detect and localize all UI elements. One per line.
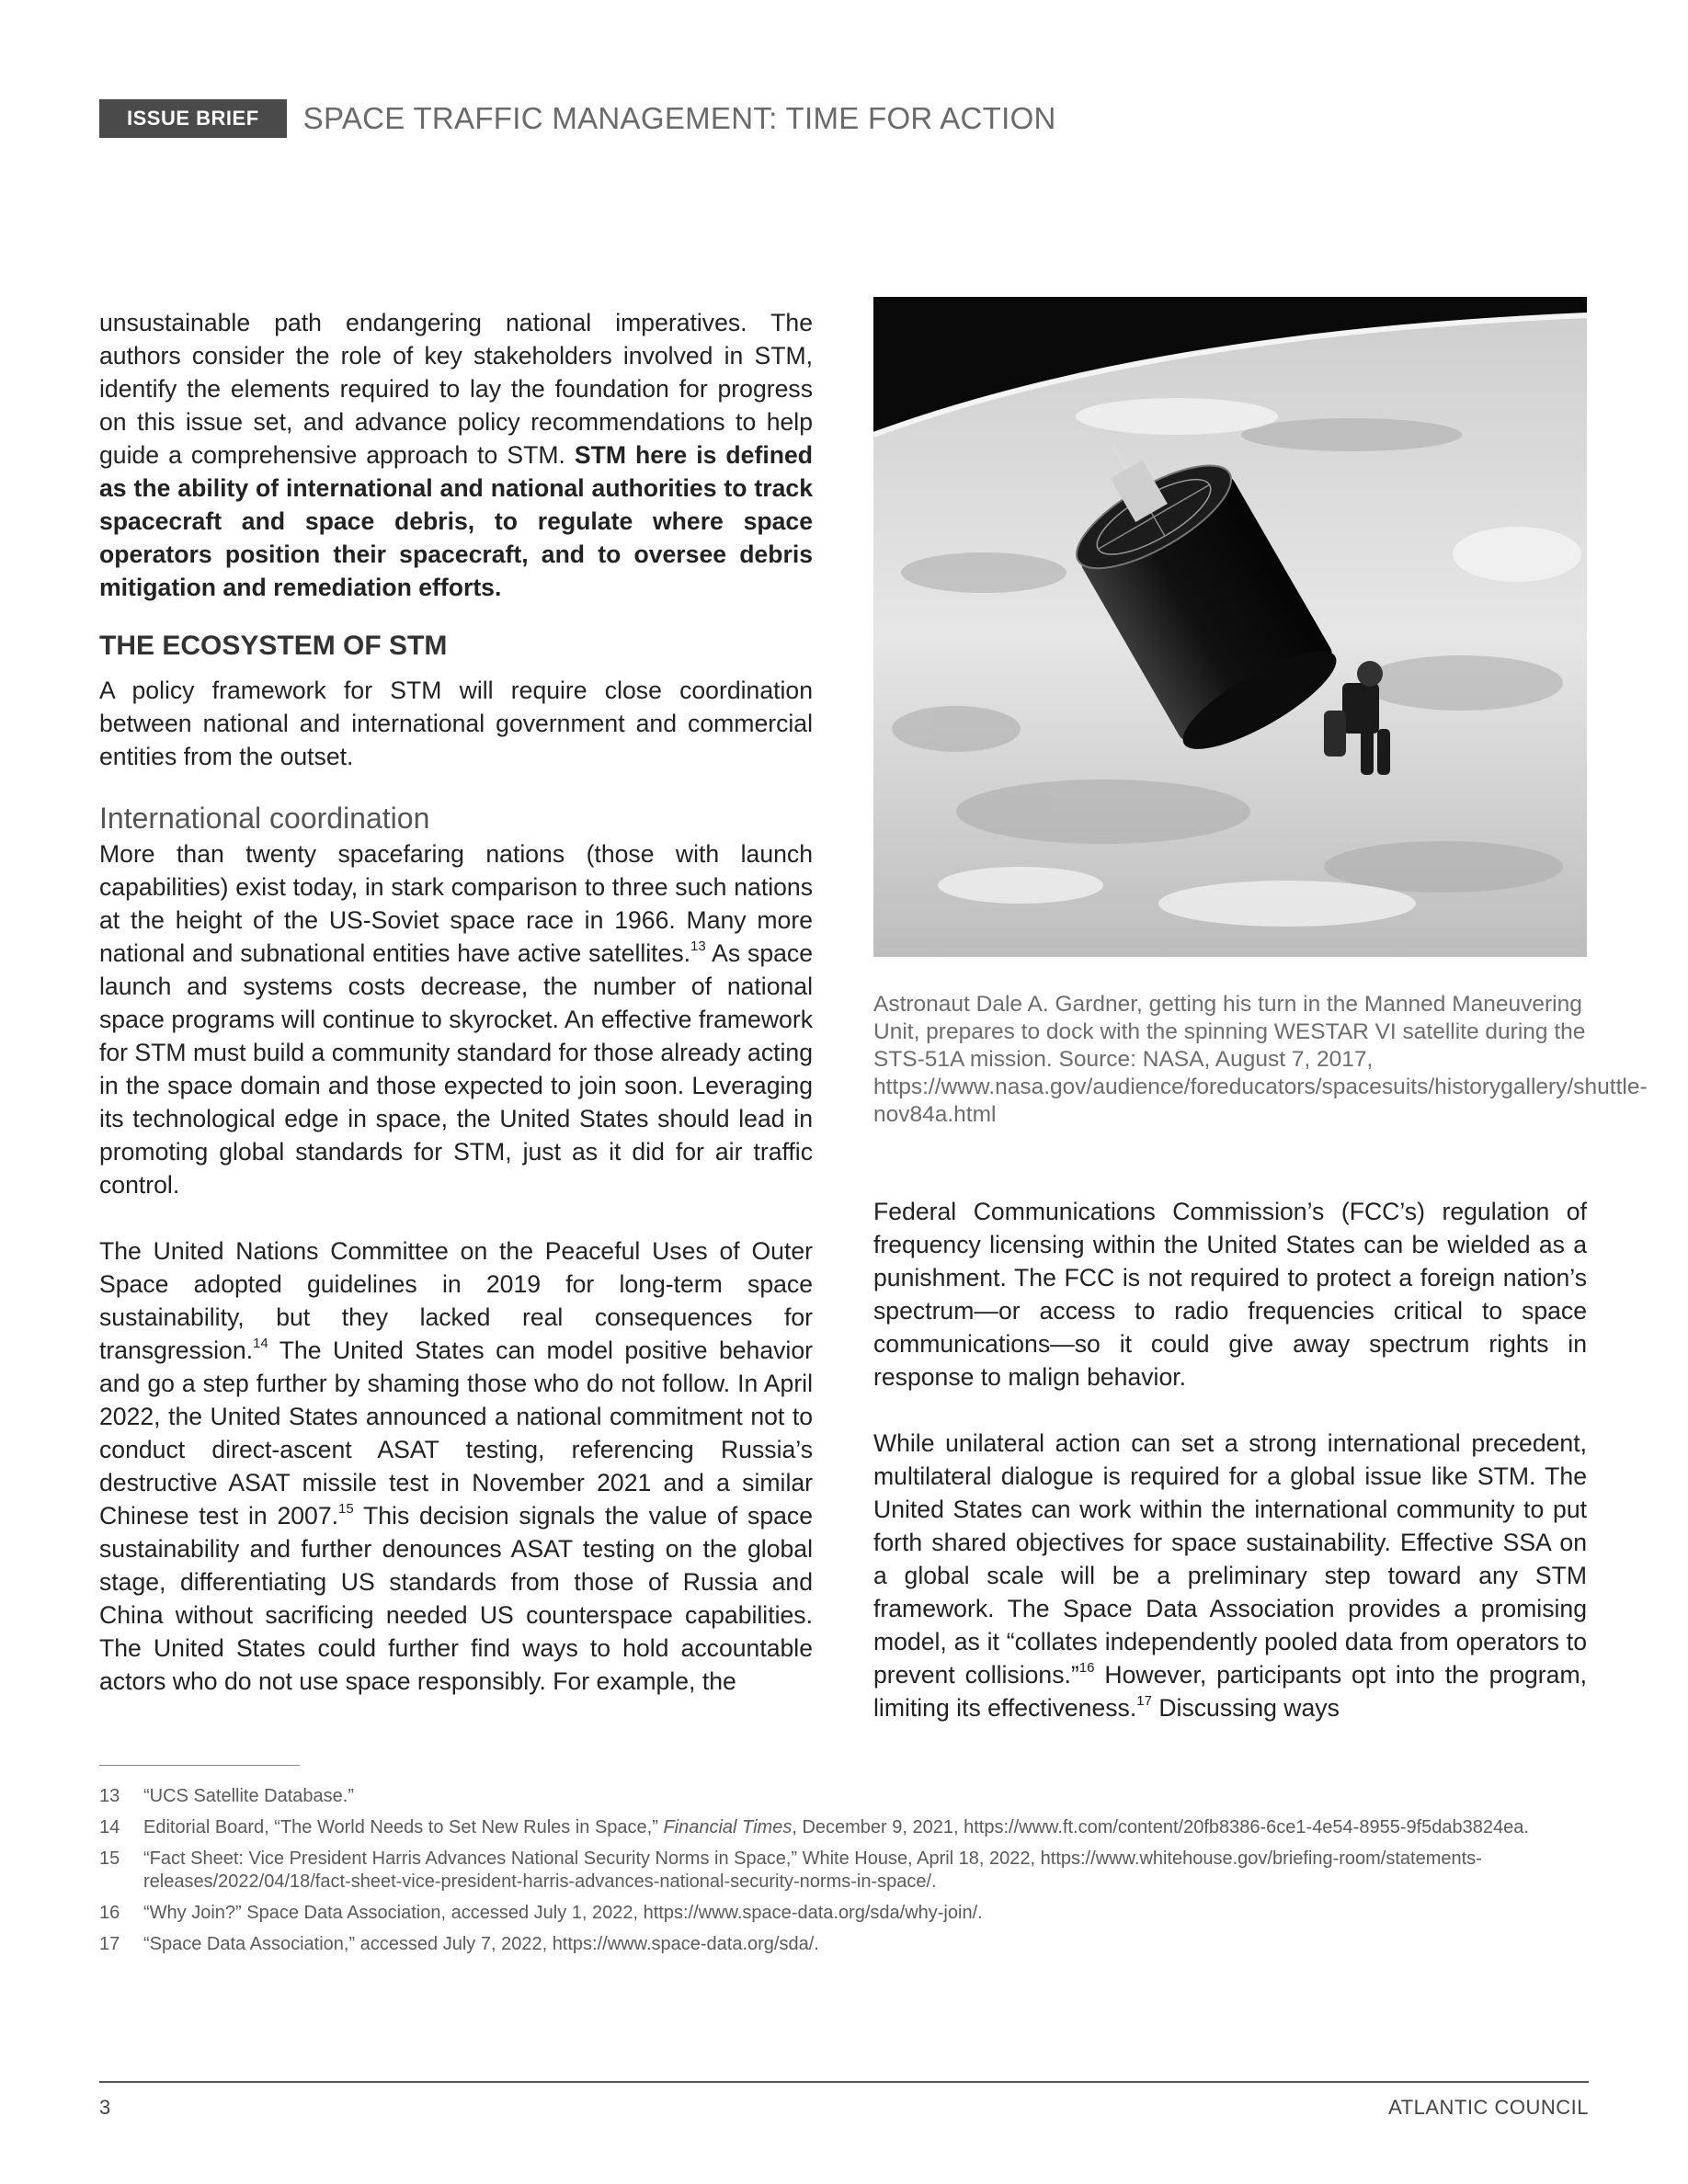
issue-brief-badge: ISSUE BRIEF xyxy=(99,99,287,138)
earth-satellite-illustration xyxy=(873,297,1587,957)
un-committee-paragraph: The United Nations Committee on the Peaceful Uses of Outer Space adopted guidelines in 2019 for long-term space sustainability, but they lacked real consequences for transgression.$^{14}$ The United States can model positive behavior and go a step further by shaming those who do not follow. In April 2022, the United States announced a national commitment not to conduct direct-ascent ASAT testing, referencing Russia’s destructive ASAT missile test in November 2021 and a similar Chinese test in 2007.15 This decision signals the value of space sustainability and further denounces ASAT testing on the global stage, differentiating US standards from those of Russia and China without sacrificing needed US counterspace capabilities. The United States could further find ways to hold accountable actors who do not use space responsibly. For example, the xyxy=(99,1237,813,1695)
footnote-ref-17[interactable]: 17 xyxy=(1136,1693,1152,1709)
page-number: 3 xyxy=(99,2096,111,2119)
satellite-photo xyxy=(873,297,1587,957)
footnote-ref-13[interactable]: 13 xyxy=(690,938,706,954)
footnote-ref-16[interactable]: 16 xyxy=(1078,1660,1095,1676)
photo-caption: Astronaut Dale A. Gardner, getting his turn in the Manned Maneuvering Unit, prepares to dock with the spinning WESTAR VI satellite during the STS-51A mission. Source: NASA, August 7, 2017, https://www.nasa.gov/audience/foreducators/spacesuits/historygallery/shuttle-nov84a.html xyxy=(873,992,1648,1127)
section-heading-ecosystem: THE ECOSYSTEM OF STM xyxy=(99,631,448,661)
footnote-divider xyxy=(99,1765,300,1766)
stm-definition: STM here is defined as the ability of international and national authorities to track spacecraft and space debris, to regulate where space operators position their spacecraft, and to oversee debris mitigation and remediation efforts. xyxy=(99,441,813,601)
footnote-15: 15 “Fact Sheet: Vice President Harris Advances National Security Norms in Space,” White House, April 18, 2022, https://www.whitehouse.gov/briefing-room/statements-releases/2022/04/18/fact-sheet-vice-president-harris-advances-national-security-norms-in-space/. xyxy=(99,1848,1482,1892)
footnote-ref-15[interactable]: 15 xyxy=(338,1501,354,1517)
multilateral-paragraph: While unilateral action can set a strong international precedent, multilateral dialogue is required for a global issue like STM. The United States can work within the international community to put forth shared objectives for space sustainability. Effective SSA on a global scale will be a preliminary step toward any STM framework. The Space Data Association provides a promising model, as it “collates independently pooled data from operators to prevent collisions.”$^{16}$ However, participants opt into the program, limiting its effectiveness.$^{17}$ Discussing ways xyxy=(873,1429,1587,1722)
fcc-paragraph: Federal Communications Commission’s (FCC’s) regulation of frequency licensing within the United States can be wielded as a punishment. The FCC is not required to protect a foreign nation’s spectrum—or access to radio frequencies critical to space communications—so it could give away spectrum rights in response to malign behavior. xyxy=(873,1198,1587,1391)
left-column xyxy=(99,306,813,1698)
intro-paragraph: unsustainable path endangering national imperatives. The authors consider the role of key stakeholders involved in STM, identify the elements required to lay the foundation for progress on this issue set, and advance policy recommendations to help guide a comprehensive approach to STM. STM here is defined as the ability of international and national authorities to track spacecraft and space debris, to regulate where space operators position their spacecraft, and to oversee debris mitigation and remediation efforts. xyxy=(99,309,813,601)
subheading-international-coordination: International coordination xyxy=(99,802,430,835)
running-header xyxy=(99,99,1056,138)
international-paragraph: More than twenty spacefaring nations (those with launch capabilities) exist today, in stark comparison to three such nations at the height of the US-Soviet space race in 1966. Many more national and subnational entities have active satellites.$^{13}$ As space launch and systems costs decrease, the number of national space programs will continue to skyrocket. An effective framework for STM must build a community standard for those already acting in the space domain and those expected to join soon. Leveraging its technological edge in space, the United States should lead in promoting global standards for STM, just as it did for air traffic control. xyxy=(99,840,813,1199)
right-column xyxy=(873,1195,1587,1724)
footnotes xyxy=(99,1785,1589,1964)
footnote-13: 13 “UCS Satellite Database.” xyxy=(99,1786,354,1806)
footer-divider xyxy=(99,2081,1589,2083)
footnote-ref-14[interactable]: 14 xyxy=(253,1336,268,1351)
header-title: SPACE TRAFFIC MANAGEMENT: TIME FOR ACTION xyxy=(302,101,1056,135)
footnote-16: 16 “Why Join?” Space Data Association, accessed July 1, 2022, https://www.space-data.org/sda/why-join/. xyxy=(99,1903,983,1923)
publisher-name: ATLANTIC COUNCIL xyxy=(1388,2096,1589,2119)
footnote-14: 14 Editorial Board, “The World Needs to Set New Rules in Space,” Financial Times, December 9, 2021, https://www.ft.com/content/20fb8386-6ce1-4e54-8955-9f5dab3824ea. xyxy=(99,1817,1529,1837)
ecosystem-paragraph: A policy framework for STM will require close coordination between national and international government and commercial entities from the outset. xyxy=(99,677,813,770)
footnote-17: 17 “Space Data Association,” accessed July 7, 2022, https://www.space-data.org/sda/. xyxy=(99,1934,819,1954)
